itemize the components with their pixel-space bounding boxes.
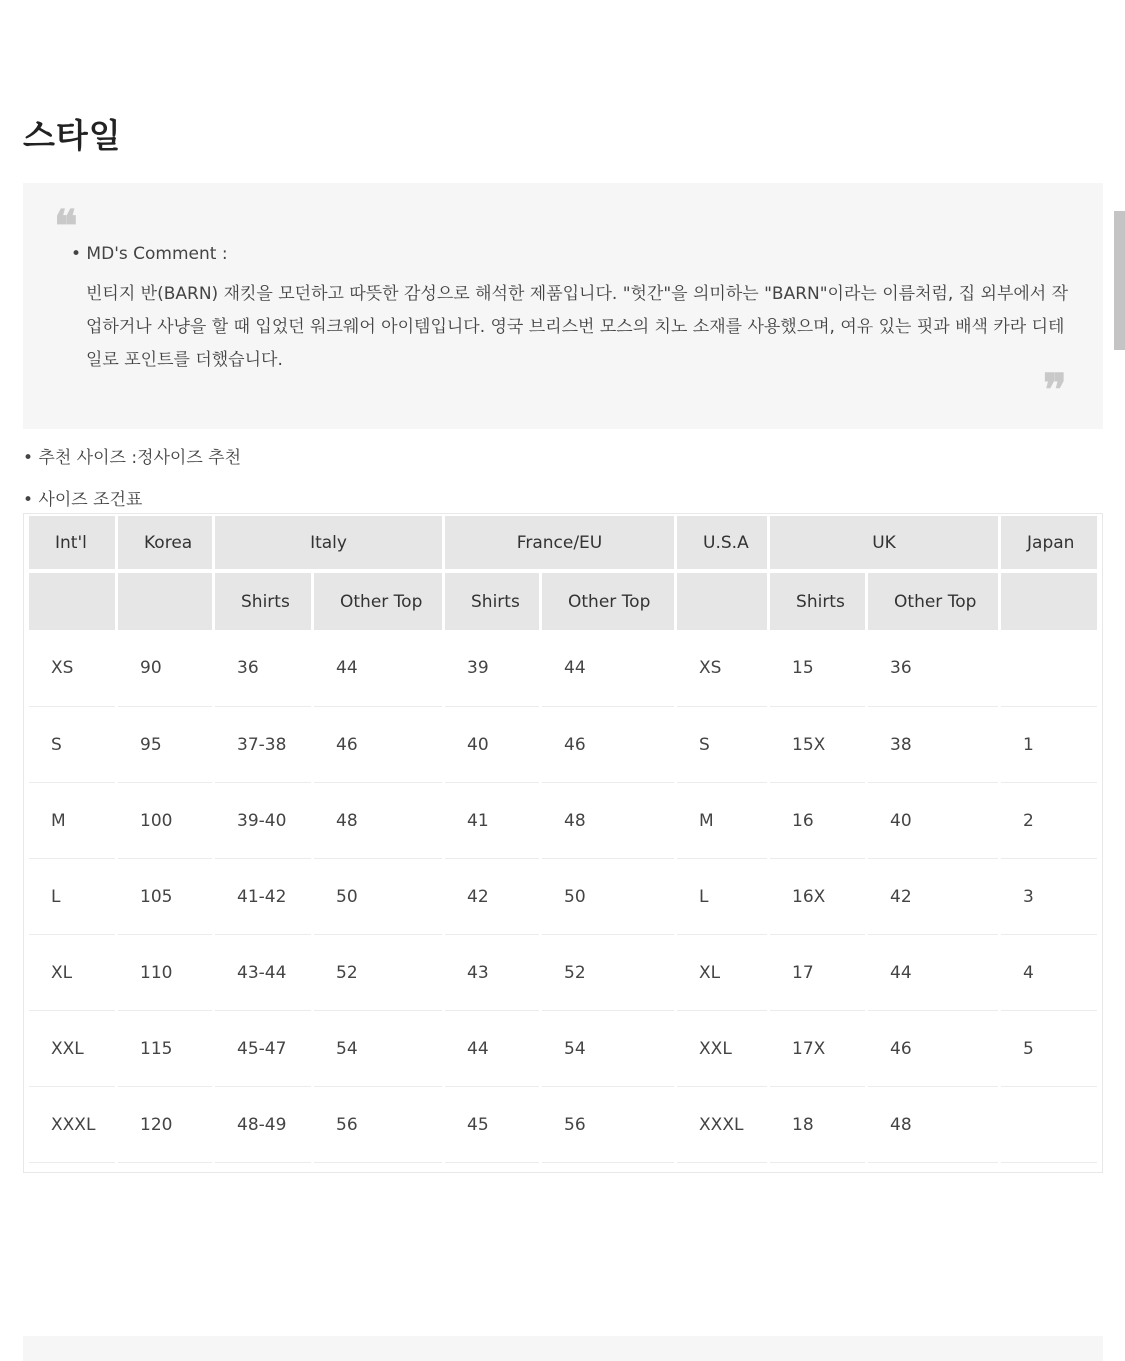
- table-cell: S: [29, 707, 115, 783]
- subheader-france-shirts: Shirts: [445, 573, 539, 630]
- table-row: [29, 783, 1097, 859]
- table-cell: 50: [542, 859, 674, 935]
- table-cell: 46: [542, 707, 674, 783]
- table-cell: XXXL: [29, 1087, 115, 1163]
- header-intl: Int'l: [29, 516, 115, 573]
- subheader-cell: [29, 573, 115, 630]
- table-cell: XXL: [677, 1011, 767, 1087]
- table-header-row: [29, 516, 1097, 573]
- scrollbar-thumb[interactable]: [1114, 211, 1125, 350]
- table-cell: 50: [314, 859, 442, 935]
- header-italy: Italy: [215, 516, 442, 573]
- table-cell: 44: [445, 1011, 539, 1087]
- table-cell: 43: [445, 935, 539, 1011]
- table-cell: 16: [770, 783, 865, 859]
- table-row: [29, 935, 1097, 1011]
- table-cell: M: [29, 783, 115, 859]
- md-comment-box: [23, 183, 1103, 429]
- table-cell: 110: [118, 935, 212, 1011]
- size-table: [26, 516, 1100, 1163]
- size-table-body: [29, 630, 1097, 1163]
- table-cell: 44: [868, 935, 998, 1011]
- subheader-cell: [118, 573, 212, 630]
- subheader-uk-other-top: Other Top: [868, 573, 998, 630]
- header-japan: Japan: [1001, 516, 1097, 573]
- table-cell: 38: [868, 707, 998, 783]
- table-cell: 18: [770, 1087, 865, 1163]
- table-cell: [1001, 630, 1097, 707]
- table-cell: 48: [542, 783, 674, 859]
- subheader-france-other-top: Other Top: [542, 573, 674, 630]
- table-cell: L: [29, 859, 115, 935]
- table-cell: 1: [1001, 707, 1097, 783]
- table-cell: 46: [314, 707, 442, 783]
- table-cell: 36: [868, 630, 998, 707]
- table-cell: 115: [118, 1011, 212, 1087]
- table-cell: 17: [770, 935, 865, 1011]
- quote-open-icon: ❝: [54, 201, 74, 252]
- subheader-cell: [677, 573, 767, 630]
- table-row: [29, 1011, 1097, 1087]
- table-cell: 39-40: [215, 783, 311, 859]
- subheader-italy-other-top: Other Top: [314, 573, 442, 630]
- table-cell: 3: [1001, 859, 1097, 935]
- table-cell: 42: [445, 859, 539, 935]
- size-table-container: [23, 513, 1103, 1173]
- table-subheader-row: [29, 573, 1097, 630]
- table-cell: 44: [314, 630, 442, 707]
- section-title: 스타일: [23, 116, 122, 155]
- table-cell: 42: [868, 859, 998, 935]
- table-cell: 54: [542, 1011, 674, 1087]
- table-cell: L: [677, 859, 767, 935]
- table-cell: 52: [314, 935, 442, 1011]
- next-section-box: [23, 1336, 1103, 1361]
- table-cell: M: [677, 783, 767, 859]
- table-cell: XXXL: [677, 1087, 767, 1163]
- table-row: [29, 630, 1097, 707]
- md-comment-label: • MD's Comment :: [71, 244, 228, 264]
- subheader-italy-shirts: Shirts: [215, 573, 311, 630]
- table-cell: 54: [314, 1011, 442, 1087]
- table-cell: 105: [118, 859, 212, 935]
- header-uk: UK: [770, 516, 998, 573]
- table-cell: 56: [314, 1087, 442, 1163]
- table-cell: XS: [677, 630, 767, 707]
- table-cell: 16X: [770, 859, 865, 935]
- quote-close-icon: ❞: [1043, 365, 1063, 416]
- table-cell: XL: [29, 935, 115, 1011]
- table-row: [29, 1087, 1097, 1163]
- recommended-size: • 추천 사이즈 :정사이즈 추천: [23, 448, 242, 468]
- table-cell: 2: [1001, 783, 1097, 859]
- table-cell: S: [677, 707, 767, 783]
- table-row: [29, 859, 1097, 935]
- header-korea: Korea: [118, 516, 212, 573]
- table-cell: 120: [118, 1087, 212, 1163]
- header-france-eu: France/EU: [445, 516, 674, 573]
- table-cell: 44: [542, 630, 674, 707]
- table-cell: 36: [215, 630, 311, 707]
- table-cell: 43-44: [215, 935, 311, 1011]
- table-cell: XS: [29, 630, 115, 707]
- table-cell: 95: [118, 707, 212, 783]
- table-cell: 52: [542, 935, 674, 1011]
- table-cell: 37-38: [215, 707, 311, 783]
- table-cell: 46: [868, 1011, 998, 1087]
- table-cell: 48-49: [215, 1087, 311, 1163]
- size-chart-label: • 사이즈 조건표: [23, 490, 143, 510]
- table-cell: XL: [677, 935, 767, 1011]
- table-cell: 48: [868, 1087, 998, 1163]
- subheader-uk-shirts: Shirts: [770, 573, 865, 630]
- table-cell: 56: [542, 1087, 674, 1163]
- table-cell: 15: [770, 630, 865, 707]
- table-cell: 45-47: [215, 1011, 311, 1087]
- table-cell: XXL: [29, 1011, 115, 1087]
- table-cell: 90: [118, 630, 212, 707]
- table-cell: 48: [314, 783, 442, 859]
- table-cell: 39: [445, 630, 539, 707]
- table-cell: 41: [445, 783, 539, 859]
- table-cell: 17X: [770, 1011, 865, 1087]
- table-cell: 15X: [770, 707, 865, 783]
- table-cell: 45: [445, 1087, 539, 1163]
- table-cell: 40: [868, 783, 998, 859]
- table-cell: [1001, 1087, 1097, 1163]
- table-cell: 40: [445, 707, 539, 783]
- subheader-cell: [1001, 573, 1097, 630]
- table-cell: 41-42: [215, 859, 311, 935]
- md-comment-text: 빈티지 반(BARN) 재킷을 모던하고 따뜻한 감성으로 해석한 제품입니다. "헛간"을 의미하는 "BARN"이라는 이름처럼, 집 외부에서 작업하거나 사냥을 할 때 입었던 워크웨어 아이템입니다. 영국 브리스번 모스의 치노 소재를 사용했으며, 여유 있는 핏과 배색 카라 디테일로 포인트를 더했습니다.: [86, 284, 1069, 370]
- table-cell: 5: [1001, 1011, 1097, 1087]
- table-row: [29, 707, 1097, 783]
- table-cell: 4: [1001, 935, 1097, 1011]
- header-usa: U.S.A: [677, 516, 767, 573]
- table-cell: 100: [118, 783, 212, 859]
